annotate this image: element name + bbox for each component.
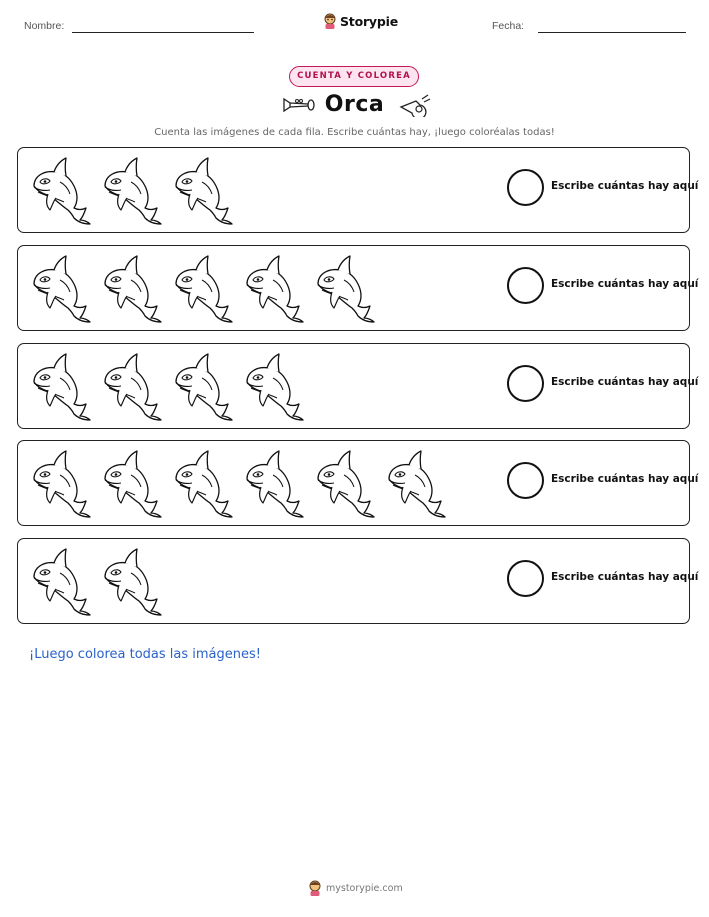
answer-circle[interactable]	[507, 267, 544, 304]
date-label: Fecha:	[492, 20, 525, 32]
orca-icon	[99, 156, 165, 226]
answer-circle[interactable]	[507, 365, 544, 402]
answer-circle[interactable]	[507, 462, 544, 499]
orca-icon	[241, 352, 307, 422]
storypie-logo-icon	[323, 13, 337, 29]
orca-icon	[170, 352, 236, 422]
page-title: Orca	[324, 92, 385, 117]
orca-icon	[241, 449, 307, 519]
answer-circle[interactable]	[507, 169, 544, 206]
answer-circle[interactable]	[507, 560, 544, 597]
count-row	[17, 245, 699, 331]
count-row	[17, 538, 699, 624]
orca-icon	[99, 547, 165, 617]
count-row	[17, 440, 699, 526]
orca-icon	[99, 449, 165, 519]
orca-icon	[383, 449, 449, 519]
answer-prompt: Escribe cuántas hay aquí	[551, 278, 699, 290]
name-label: Nombre:	[24, 20, 65, 32]
answer-prompt: Escribe cuántas hay aquí	[551, 473, 699, 485]
orca-icon	[241, 254, 307, 324]
orca-icon	[170, 156, 236, 226]
orca-icon	[28, 156, 94, 226]
answer-prompt: Escribe cuántas hay aquí	[551, 571, 699, 583]
name-field[interactable]	[72, 32, 254, 33]
answer-prompt: Escribe cuántas hay aquí	[551, 180, 699, 192]
activity-badge: CUENTA Y COLOREA	[289, 66, 419, 87]
footer	[308, 880, 403, 896]
orca-icon	[99, 352, 165, 422]
orca-icon	[28, 352, 94, 422]
storypie-logo-icon	[308, 880, 322, 896]
orca-icon	[312, 449, 378, 519]
count-row	[17, 343, 699, 429]
orca-icon	[170, 449, 236, 519]
brand	[323, 13, 398, 29]
brand-name: Storypie	[340, 13, 398, 29]
date-field[interactable]	[538, 32, 686, 33]
color-instruction: ¡Luego colorea todas las imágenes!	[29, 647, 261, 662]
orca-icon	[28, 254, 94, 324]
orca-icon	[28, 449, 94, 519]
orca-icon	[99, 254, 165, 324]
orca-icon	[28, 547, 94, 617]
whistle-icon	[398, 93, 432, 117]
orca-icon	[312, 254, 378, 324]
footer-url: mystorypie.com	[326, 882, 403, 894]
count-row	[17, 147, 699, 233]
orca-icon	[170, 254, 236, 324]
instructions: Cuenta las imágenes de cada fila. Escribe cuántas hay, ¡luego coloréalas todas!	[154, 127, 555, 138]
answer-prompt: Escribe cuántas hay aquí	[551, 376, 699, 388]
